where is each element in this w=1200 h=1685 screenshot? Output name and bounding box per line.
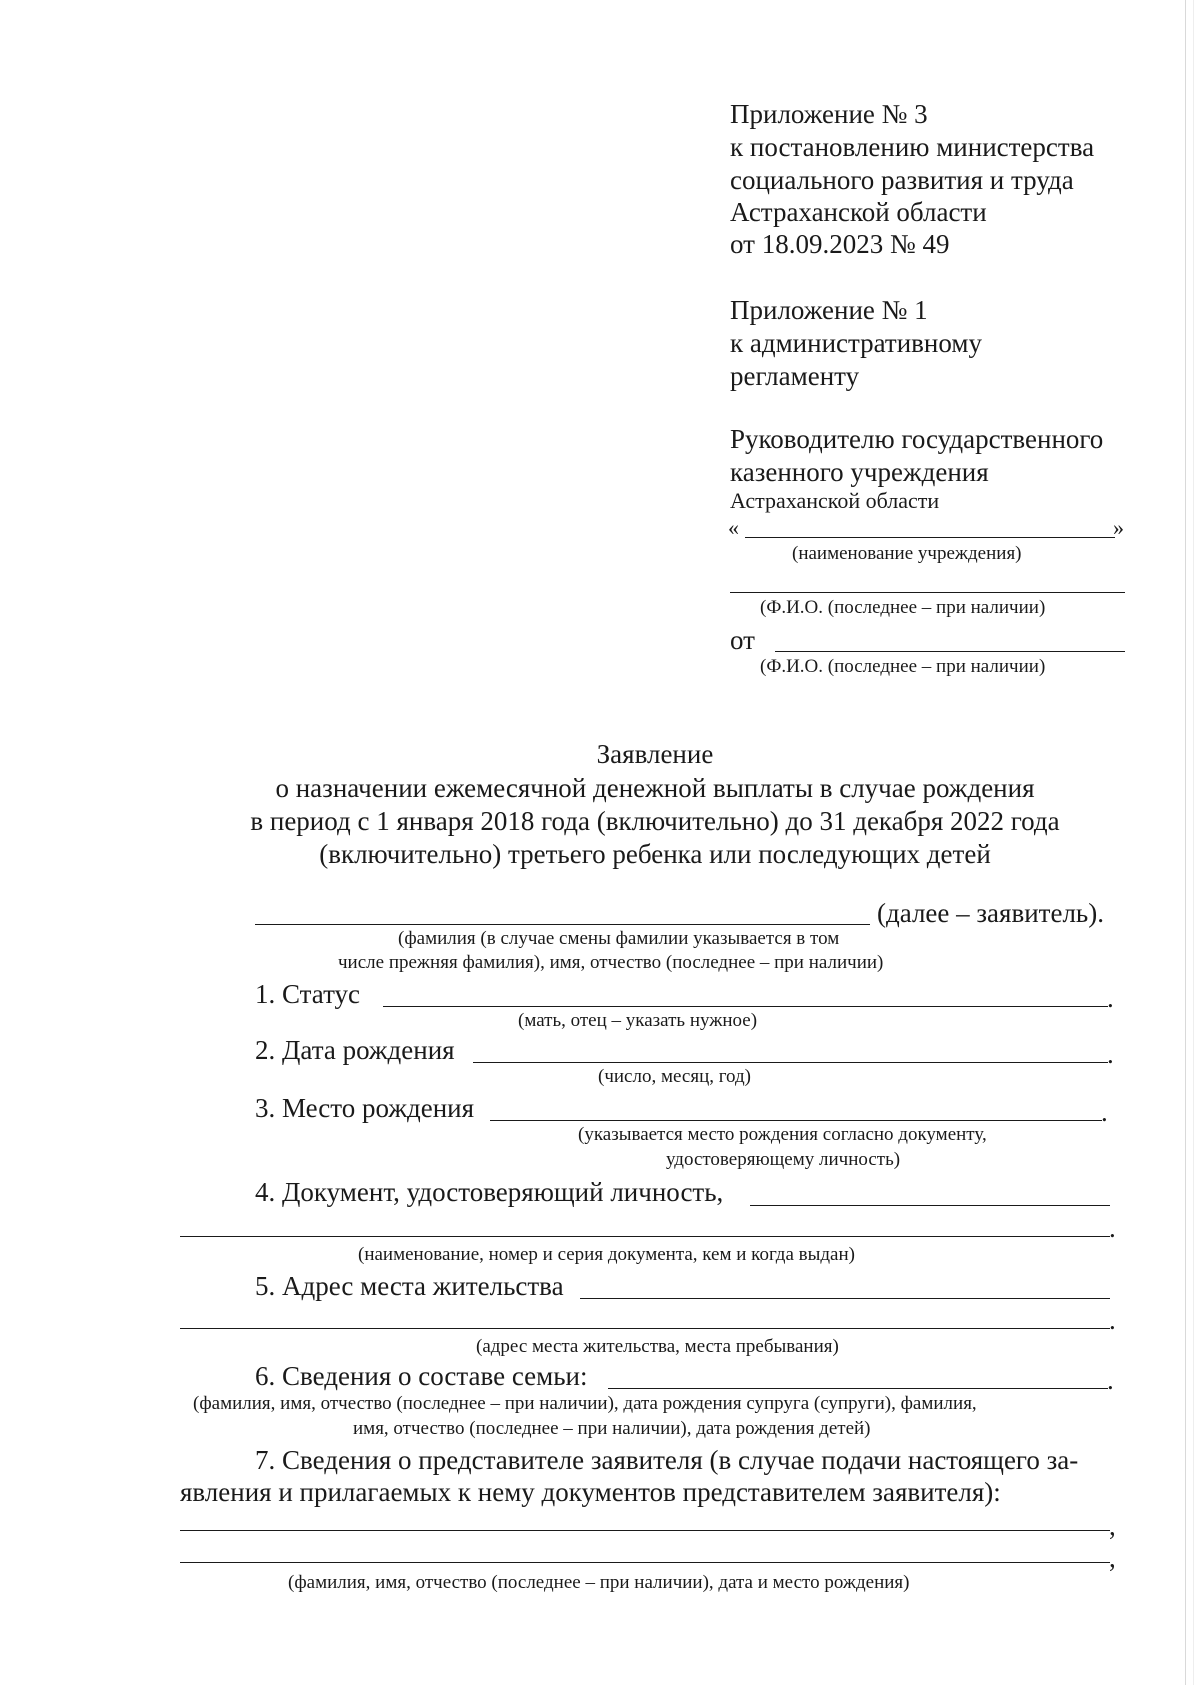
head-fio-field[interactable] — [730, 592, 1125, 593]
period: . — [1101, 1097, 1108, 1127]
applicant-hint: (фамилия (в случае смены фамилии указывается в том — [398, 928, 840, 949]
birth-place-hint: (указывается место рождения согласно документу, — [578, 1124, 987, 1145]
status-hint: (мать, отец – указать нужное) — [518, 1010, 758, 1031]
address-hint: (адрес места жительства, места пребывания) — [476, 1336, 839, 1357]
appendix-line: Приложение № 1 — [730, 295, 928, 325]
institution-hint: (наименование учреждения) — [792, 543, 1022, 564]
applicant-name-field[interactable] — [255, 924, 870, 925]
applicant-fio-hint: (Ф.И.О. (последнее – при наличии) — [760, 656, 1046, 677]
birth-date-field[interactable] — [473, 1062, 1108, 1063]
status-field[interactable] — [383, 1006, 1108, 1007]
identity-document-field[interactable] — [750, 1205, 1110, 1206]
representative-text: 7. Сведения о представителе заявителя (в случае подачи настоящего за- — [255, 1445, 1079, 1475]
title-line: (включительно) третьего ребенка или последующих детей — [319, 839, 991, 869]
title-heading: Заявление — [596, 739, 714, 769]
appendix-line: регламенту — [730, 361, 860, 391]
address-field[interactable] — [580, 1298, 1110, 1299]
status-label: 1. Статус — [255, 979, 360, 1009]
period: . — [1109, 1305, 1116, 1335]
family-label: 6. Сведения о составе семьи: — [255, 1361, 588, 1391]
identity-document-label: 4. Документ, удостоверяющий личность, — [255, 1177, 724, 1207]
family-hint: (фамилия, имя, отчество (последнее – при наличии), дата рождения супруга (супруги), фамилия, — [193, 1393, 977, 1414]
quote-close: » — [1113, 515, 1124, 540]
from-label: от — [730, 625, 755, 655]
applicant-suffix: (далее – заявитель). — [877, 898, 1104, 928]
period: . — [1109, 1213, 1116, 1243]
comma: , — [1109, 1543, 1116, 1573]
addressee-line: казенного учреждения — [730, 457, 989, 487]
comma: , — [1109, 1511, 1116, 1541]
applicant-fio-field[interactable] — [775, 651, 1125, 652]
addressee-line: Руководителю государственного — [730, 424, 1104, 454]
appendix-line: Астраханской области — [730, 197, 987, 227]
period: . — [1107, 1039, 1114, 1069]
birth-place-hint: удостоверяющему личность) — [666, 1149, 901, 1170]
appendix-line: от 18.09.2023 № 49 — [730, 229, 950, 259]
birth-place-label: 3. Место рождения — [255, 1093, 475, 1123]
title-line: в период с 1 января 2018 года (включительно) до 31 декабря 2022 года — [250, 806, 1060, 836]
birth-date-hint: (число, месяц, год) — [598, 1066, 752, 1087]
family-field[interactable] — [608, 1388, 1108, 1389]
appendix-line: к постановлению министерства — [730, 132, 1095, 162]
family-hint: имя, отчество (последнее – при наличии), дата рождения детей) — [353, 1418, 871, 1439]
title-line: о назначении ежемесячной денежной выплаты в случае рождения — [275, 773, 1035, 803]
appendix-line: социального развития и труда — [730, 165, 1074, 195]
identity-document-hint: (наименование, номер и серия документа, кем и когда выдан) — [358, 1244, 855, 1265]
address-label: 5. Адрес места жительства — [255, 1271, 564, 1301]
institution-name-field[interactable] — [745, 537, 1115, 538]
head-fio-hint: (Ф.И.О. (последнее – при наличии) — [760, 597, 1046, 618]
addressee-region: Астраханской области — [730, 488, 940, 513]
representative-hint: (фамилия, имя, отчество (последнее – при наличии), дата и место рождения) — [288, 1572, 910, 1593]
period: . — [1107, 1365, 1114, 1395]
representative-field-2[interactable] — [180, 1562, 1110, 1563]
birth-date-label: 2. Дата рождения — [255, 1035, 455, 1065]
representative-text: явления и прилагаемых к нему документов представителем заявителя): — [180, 1477, 1001, 1507]
address-field-2[interactable] — [180, 1328, 1110, 1329]
representative-field-1[interactable] — [180, 1530, 1110, 1531]
appendix-line: Приложение № 3 — [730, 99, 928, 129]
appendix-line: к административному — [730, 328, 982, 358]
birth-place-field[interactable] — [490, 1120, 1102, 1121]
quote-open: « — [728, 515, 739, 540]
period: . — [1107, 983, 1114, 1013]
applicant-hint: числе прежняя фамилия), имя, отчество (последнее – при наличии) — [338, 952, 884, 973]
identity-document-field-2[interactable] — [180, 1236, 1110, 1237]
